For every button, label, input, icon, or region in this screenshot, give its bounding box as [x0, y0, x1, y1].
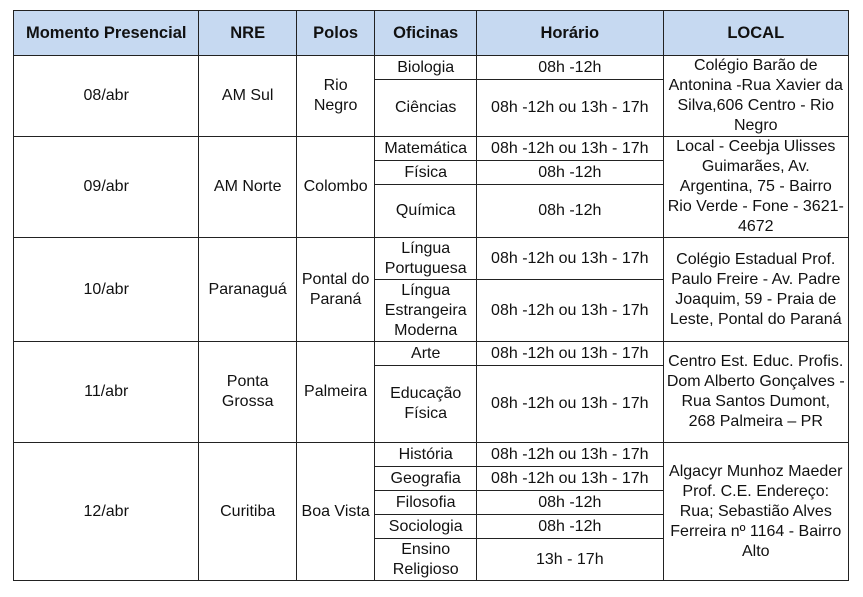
header-horario: Horário — [477, 11, 663, 56]
oficina-cell: Arte — [375, 342, 477, 366]
table-row — [14, 56, 849, 80]
date-cell: 11/abr — [14, 342, 199, 443]
polo-cell: Rio Negro — [296, 56, 374, 137]
horario-cell: 13h - 17h — [477, 539, 663, 581]
local-cell: Colégio Barão de Antonina -Rua Xavier da Silva,606 Centro - Rio Negro — [663, 56, 848, 137]
header-polos: Polos — [296, 11, 374, 56]
table-row — [14, 443, 849, 467]
local-cell: Local - Ceebja Ulisses Guimarães, Av. Argentina, 75 - Bairro Rio Verde - Fone - 3621-4672 — [663, 137, 848, 238]
oficina-cell: Sociologia — [375, 515, 477, 539]
oficina-cell: Ciências — [375, 80, 477, 137]
oficina-cell: Química — [375, 185, 477, 238]
nre-cell: Paranaguá — [199, 238, 296, 342]
polo-cell: Boa Vista — [296, 443, 374, 581]
horario-cell: 08h -12h ou 13h - 17h — [477, 80, 663, 137]
oficina-cell: Geografia — [375, 467, 477, 491]
table-row — [14, 342, 849, 366]
header-nre: NRE — [199, 11, 296, 56]
horario-cell: 08h -12h ou 13h - 17h — [477, 366, 663, 443]
date-cell: 08/abr — [14, 56, 199, 137]
horario-cell: 08h -12h — [477, 185, 663, 238]
nre-cell: Curitiba — [199, 443, 296, 581]
horario-cell: 08h -12h — [477, 515, 663, 539]
horario-cell: 08h -12h ou 13h - 17h — [477, 137, 663, 161]
header-row — [14, 11, 849, 56]
table-row — [14, 137, 849, 161]
oficina-cell: Matemática — [375, 137, 477, 161]
header-momento: Momento Presencial — [14, 11, 199, 56]
date-cell: 12/abr — [14, 443, 199, 581]
table-row — [14, 238, 849, 280]
table-body — [14, 56, 849, 581]
oficina-cell: Ensino Religioso — [375, 539, 477, 581]
schedule-table — [13, 10, 849, 581]
nre-cell: Ponta Grossa — [199, 342, 296, 443]
horario-cell: 08h -12h — [477, 161, 663, 185]
oficina-cell: Biologia — [375, 56, 477, 80]
horario-cell: 08h -12h ou 13h - 17h — [477, 342, 663, 366]
local-cell: Colégio Estadual Prof. Paulo Freire - Av. Padre Joaquim, 59 - Praia de Leste, Pontal do Paraná — [663, 238, 848, 342]
oficina-cell: Língua Estrangeira Moderna — [375, 280, 477, 342]
horario-cell: 08h -12h — [477, 491, 663, 515]
nre-cell: AM Sul — [199, 56, 296, 137]
horario-cell: 08h -12h ou 13h - 17h — [477, 238, 663, 280]
oficina-cell: Língua Portuguesa — [375, 238, 477, 280]
header-local: LOCAL — [663, 11, 848, 56]
date-cell: 10/abr — [14, 238, 199, 342]
oficina-cell: Filosofia — [375, 491, 477, 515]
local-cell: Algacyr Munhoz Maeder Prof. C.E. Endereço: Rua; Sebastião Alves Ferreira nº 1164 - Bairro Alto — [663, 443, 848, 581]
local-cell: Centro Est. Educ. Profis. Dom Alberto Gonçalves - Rua Santos Dumont, 268 Palmeira – PR — [663, 342, 848, 443]
header-oficinas: Oficinas — [375, 11, 477, 56]
polo-cell: Palmeira — [296, 342, 374, 443]
polo-cell: Colombo — [296, 137, 374, 238]
horario-cell: 08h -12h ou 13h - 17h — [477, 467, 663, 491]
oficina-cell: Educação Física — [375, 366, 477, 443]
oficina-cell: Física — [375, 161, 477, 185]
horario-cell: 08h -12h ou 13h - 17h — [477, 443, 663, 467]
polo-cell: Pontal do Paraná — [296, 238, 374, 342]
horario-cell: 08h -12h — [477, 56, 663, 80]
date-cell: 09/abr — [14, 137, 199, 238]
oficina-cell: História — [375, 443, 477, 467]
horario-cell: 08h -12h ou 13h - 17h — [477, 280, 663, 342]
nre-cell: AM Norte — [199, 137, 296, 238]
